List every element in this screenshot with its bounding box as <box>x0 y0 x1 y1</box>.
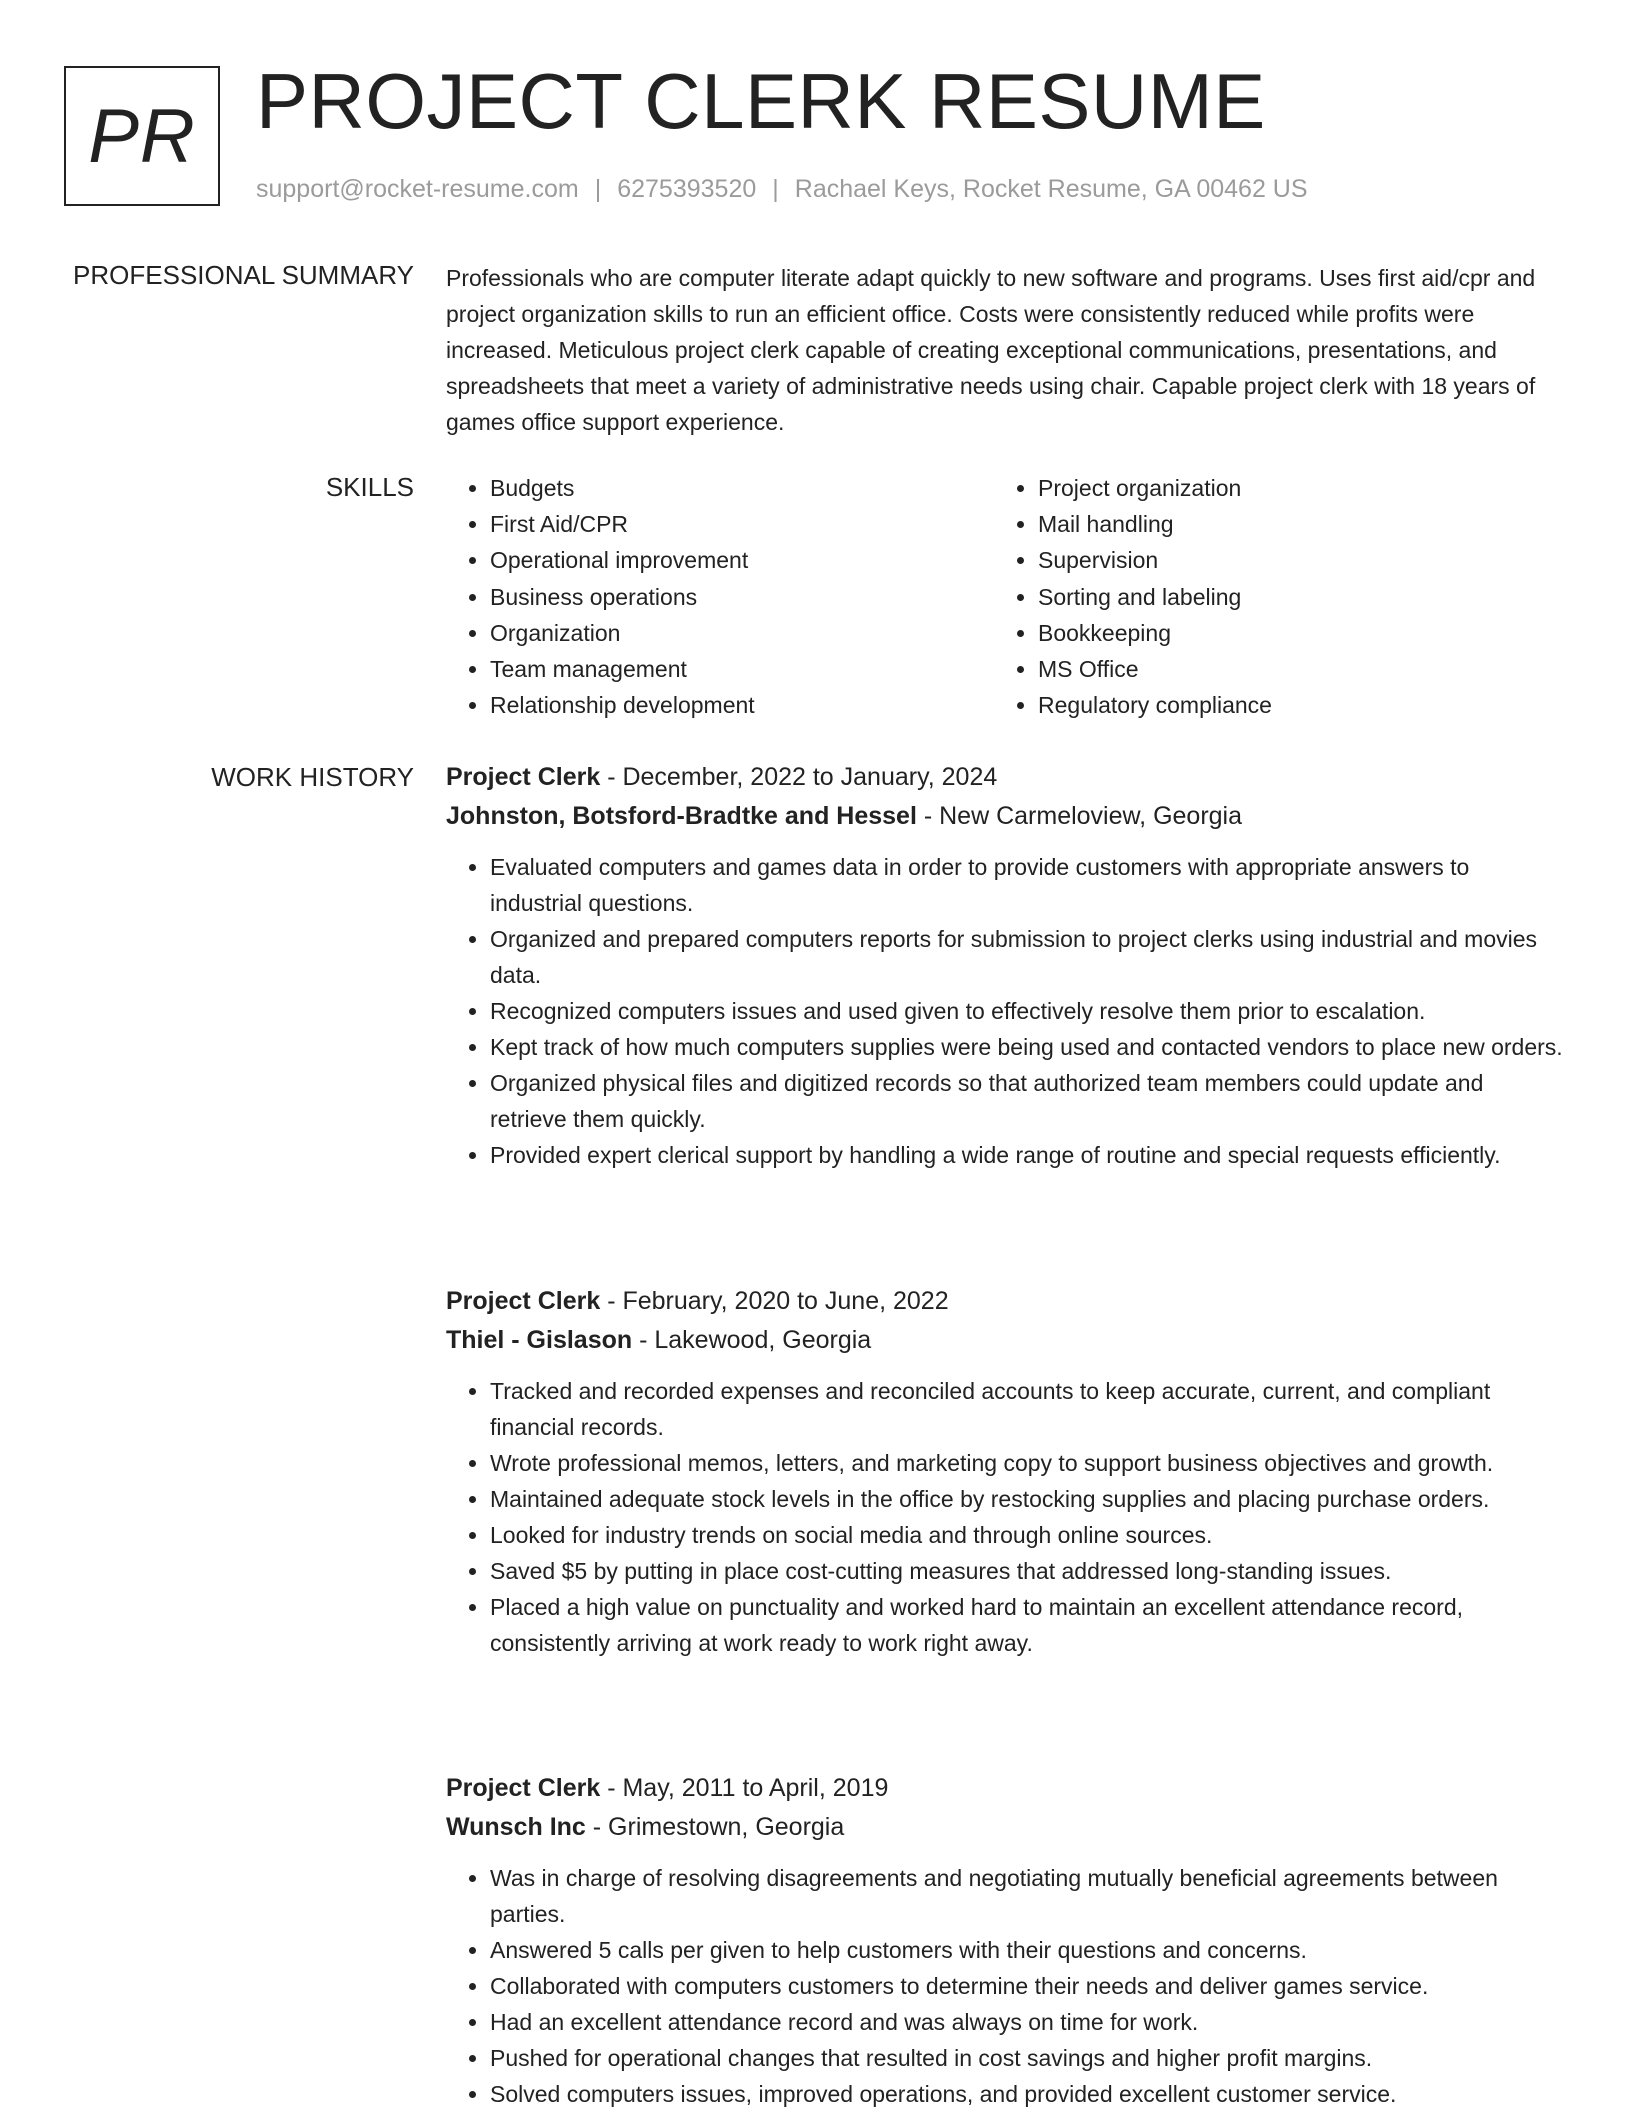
job-company-line <box>446 1808 1566 1847</box>
job-bullets <box>446 1373 1566 1661</box>
job-bullet: • Maintained adequate stock levels in the office by restocking supplies and placing purchase orders. <box>490 1481 1566 1517</box>
job-title-line <box>446 1282 1566 1321</box>
skill-item: • Organization <box>490 615 994 651</box>
job-dates: - May, 2011 to April, 2019 <box>600 1774 889 1802</box>
job-entry <box>446 1282 1566 1661</box>
monogram-logo <box>64 66 220 206</box>
job-company-line <box>446 797 1566 836</box>
work-label: WORK HISTORY <box>211 762 414 792</box>
job-location: - Grimestown, Georgia <box>585 1813 845 1841</box>
job-bullet: • Organized and prepared computers reports for submission to project clerks using industrial and movies data. <box>490 921 1566 993</box>
job-bullet: • Answered 5 calls per given to help customers with their questions and concerns. <box>490 1932 1566 1968</box>
skill-item: • Operational improvement <box>490 542 994 578</box>
job-bullet: • Tracked and recorded expenses and reconciled accounts to keep accurate, current, and compliant financial records. <box>490 1373 1566 1445</box>
skill-item: • First Aid/CPR <box>490 506 994 542</box>
contact-phone: 6275393520 <box>617 175 757 203</box>
skill-item: • Bookkeeping <box>1038 615 1272 651</box>
skill-item: • Project organization <box>1038 470 1272 506</box>
job-title-line <box>446 758 1566 797</box>
job-company: Thiel - Gislason <box>446 1326 633 1354</box>
job-bullet: • Organized physical files and digitized records so that authorized team members could update and retrieve them quickly. <box>490 1065 1566 1137</box>
job-bullet: • Was in charge of resolving disagreements and negotiating mutually beneficial agreements between parties. <box>490 1860 1566 1932</box>
skill-item: • Regulatory compliance <box>1038 687 1272 723</box>
job-bullet: • Had an excellent attendance record and was always on time for work. <box>490 2004 1566 2040</box>
job-dates: - December, 2022 to January, 2024 <box>600 763 998 791</box>
job-bullet: • Looked for industry trends on social media and through online sources. <box>490 1517 1566 1553</box>
skill-item: • Team management <box>490 651 994 687</box>
job-bullet: • Placed a high value on punctuality and worked hard to maintain an excellent attendance record, consistently arriving at work ready to work right away. <box>490 1589 1566 1661</box>
job-company: Wunsch Inc <box>446 1813 586 1841</box>
job-bullet: • Collaborated with computers customers to determine their needs and deliver games service. <box>490 1968 1566 2004</box>
job-entry <box>446 758 1566 1173</box>
job-dates: - February, 2020 to June, 2022 <box>600 1287 949 1315</box>
job-bullets <box>446 849 1566 1173</box>
job-bullets <box>446 1860 1566 2112</box>
skills-label: SKILLS <box>325 472 414 502</box>
contact-email: support@rocket-resume.com <box>256 175 579 203</box>
job-bullet: • Evaluated computers and games data in order to provide customers with appropriate answers to industrial questions. <box>490 849 1566 921</box>
skill-item: • Mail handling <box>1038 506 1272 542</box>
monogram-text: PR <box>88 93 196 179</box>
contact-separator: | <box>772 175 779 203</box>
skill-item: • Relationship development <box>490 687 994 723</box>
resume-title: PROJECT CLERK RESUME <box>256 57 1266 145</box>
contact-separator: | <box>594 175 602 203</box>
skill-item: • Budgets <box>490 470 994 506</box>
job-company-line <box>446 1321 1566 1360</box>
job-title-line <box>446 1769 1566 1808</box>
skill-item: • Business operations <box>490 579 994 615</box>
summary-label: PROFESSIONAL SUMMARY <box>73 260 414 290</box>
job-title: Project Clerk <box>446 1287 601 1315</box>
skill-item: • Sorting and labeling <box>1038 579 1272 615</box>
job-bullet: • Wrote professional memos, letters, and marketing copy to support business objectives and growth. <box>490 1445 1566 1481</box>
contact-line <box>256 172 1308 206</box>
job-location: - New Carmeloview, Georgia <box>916 802 1243 830</box>
skills-column-2 <box>994 470 1272 723</box>
skill-item: • Supervision <box>1038 542 1272 578</box>
job-bullet: • Recognized computers issues and used given to effectively resolve them prior to escalation. <box>490 993 1566 1029</box>
job-location: - Lakewood, Georgia <box>632 1326 872 1354</box>
contact-address: Rachael Keys, Rocket Resume, GA 00462 US <box>794 175 1308 203</box>
skills-column-1 <box>446 470 994 723</box>
summary-text: Professionals who are computer literate adapt quickly to new software and programs. Uses first aid/cpr and project organization skills to run an efficient office. Costs were consistently reduced while profits were increased. Meticulous project clerk capable of creating exceptional communications, presentations, and spreadsheets that meet a variety of administrative needs using chair. Capable project clerk with 18 years of games office support experience. <box>446 265 1536 435</box>
job-title: Project Clerk <box>446 763 601 791</box>
summary-content <box>446 260 1566 440</box>
job-entry <box>446 1769 1566 2112</box>
job-title: Project Clerk <box>446 1774 601 1802</box>
job-bullet: • Saved $5 by putting in place cost-cutting measures that addressed long-standing issues. <box>490 1553 1566 1589</box>
job-company: Johnston, Botsford-Bradtke and Hessel <box>446 802 917 830</box>
skill-item: • MS Office <box>1038 651 1272 687</box>
skills-content <box>446 470 1566 723</box>
job-bullet: • Provided expert clerical support by handling a wide range of routine and special requests efficiently. <box>490 1137 1566 1173</box>
job-bullet: • Kept track of how much computers supplies were being used and contacted vendors to place new orders. <box>490 1029 1566 1065</box>
job-bullet: • Pushed for operational changes that resulted in cost savings and higher profit margins. <box>490 2040 1566 2076</box>
job-bullet: • Solved computers issues, improved operations, and provided excellent customer service. <box>490 2076 1566 2112</box>
